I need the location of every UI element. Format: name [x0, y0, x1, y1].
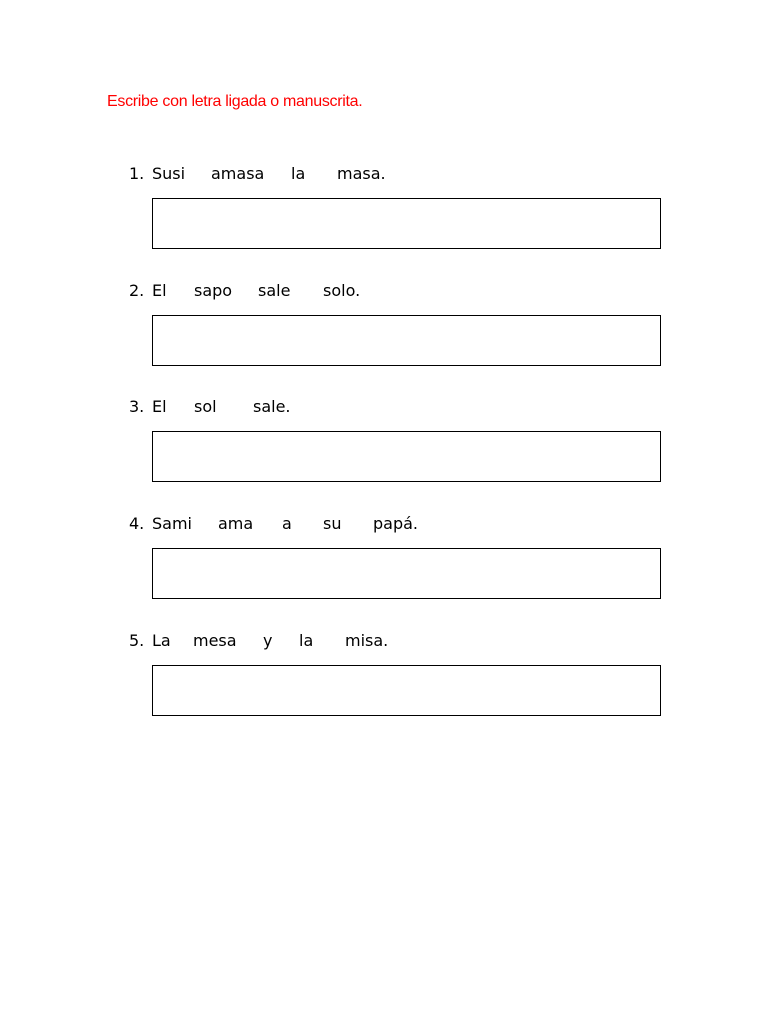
sentence-word: sale [258, 281, 291, 300]
item-number: 2. [129, 281, 145, 300]
sentence-word: solo. [323, 281, 361, 300]
sentence [152, 513, 418, 535]
sentence-word: papá. [373, 514, 419, 533]
sentence-word: ama [218, 514, 254, 533]
exercise-item-5 [129, 630, 669, 652]
exercise-item-3 [129, 396, 669, 418]
exercise-item-1 [129, 163, 669, 185]
sentence-word: Susi [152, 164, 186, 183]
answer-box[interactable] [152, 198, 661, 249]
sentence [152, 163, 386, 185]
sentence-word: amasa [211, 164, 265, 183]
sentence-line [129, 396, 669, 418]
exercise-item-4 [129, 513, 669, 535]
answer-box[interactable] [152, 431, 661, 482]
sentence-line [129, 163, 669, 185]
sentence-word: La [152, 631, 171, 650]
sentence-word: El [152, 281, 167, 300]
sentence-word: su [323, 514, 342, 533]
sentence-word: sapo [194, 281, 233, 300]
sentence-word: sol [194, 397, 217, 416]
sentence-line [129, 280, 669, 302]
sentence-word: sale. [253, 397, 291, 416]
sentence-line [129, 513, 669, 535]
sentence-word: misa. [345, 631, 389, 650]
exercise-item-2 [129, 280, 669, 302]
answer-box[interactable] [152, 665, 661, 716]
sentence [152, 630, 388, 652]
answer-box[interactable] [152, 548, 661, 599]
sentence-word: la [291, 164, 306, 183]
answer-box[interactable] [152, 315, 661, 366]
sentence-word: Sami [152, 514, 192, 533]
sentence [152, 396, 291, 418]
item-number: 4. [129, 514, 145, 533]
sentence-word: y [263, 631, 273, 650]
sentence-word: la [299, 631, 314, 650]
instruction-text: Escribe con letra ligada o manuscrita. [107, 93, 363, 110]
item-number: 5. [129, 631, 145, 650]
sentence-line [129, 630, 669, 652]
sentence-word: a [282, 514, 292, 533]
sentence-word: mesa [193, 631, 237, 650]
sentence-word: El [152, 397, 167, 416]
item-number: 1. [129, 164, 145, 183]
sentence [152, 280, 360, 302]
item-number: 3. [129, 397, 145, 416]
sentence-word: masa. [337, 164, 386, 183]
